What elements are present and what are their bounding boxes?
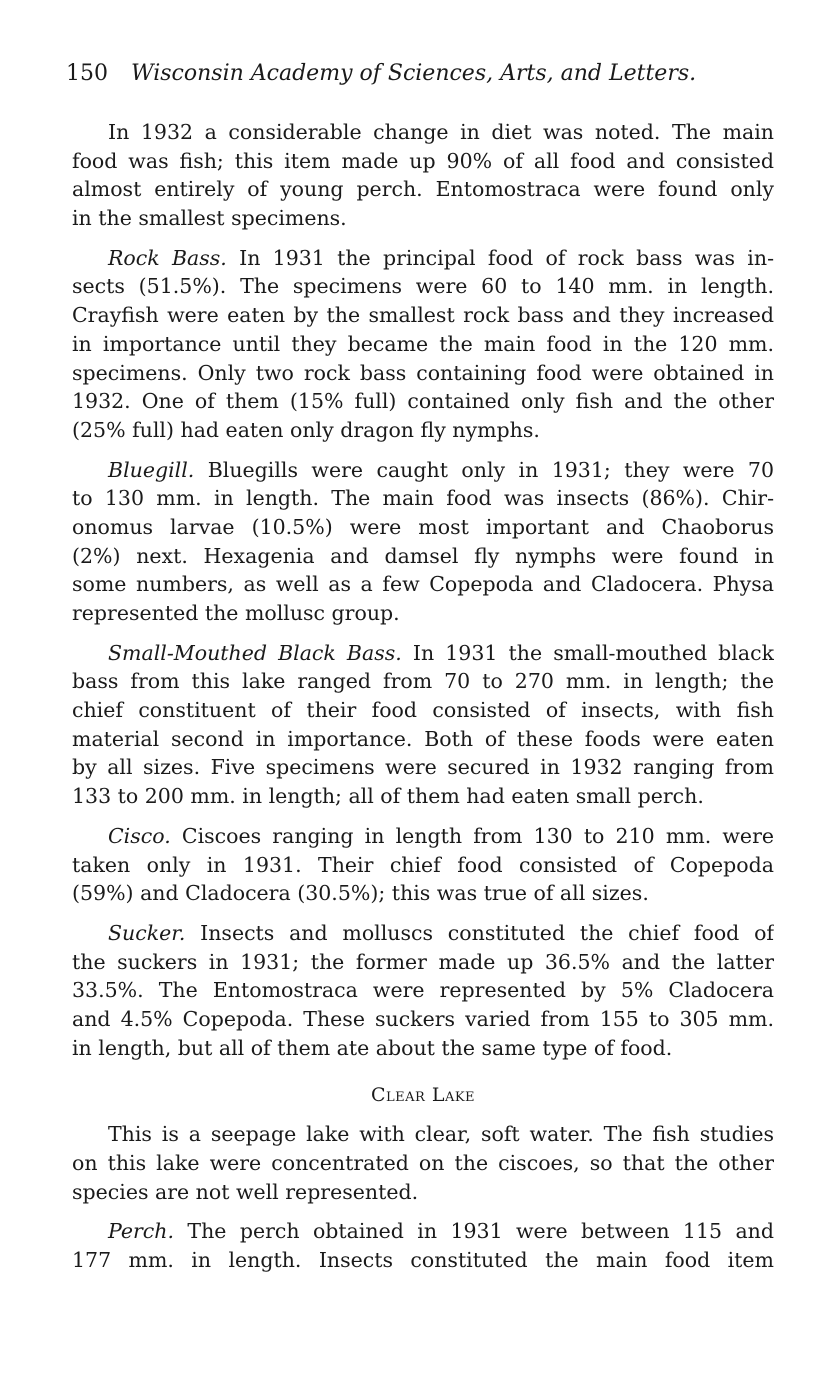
line-text: Crayfish were eaten by the smallest rock bass and they increased [72,303,774,328]
text-line [72,542,774,571]
line-text: by all sizes. Five specimens were secured in 1932 ranging from [72,755,774,780]
text-line [72,976,774,1005]
text-line [72,456,774,485]
line-text: some numbers, as well as a few Copepoda and Cladocera. Physa [72,572,774,597]
text-line [72,782,774,811]
line-text: The perch obtained in 1931 were between 115 and [174,1219,774,1244]
line-text: taken only in 1931. Their chief food consisted of Copepoda [72,852,774,877]
line-text: 133 to 200 mm. in length; all of them had eaten small perch. [72,784,704,809]
line-text: (2%) next. Hexagenia and damsel fly nymphs were found in [72,543,774,568]
text-line [72,879,774,908]
paragraph-clear-lake-intro [72,1120,774,1206]
line-text: In 1932 a considerable change in diet was noted. The main [108,120,774,144]
line-text: in length, but all of them ate about the same type of food. [72,1035,673,1060]
text-line [72,204,774,233]
text-line [72,696,774,725]
line-text: food was fish; this item made up 90% of all food and consisted [72,148,774,173]
text-line [72,1120,774,1149]
journal-title: Wisconsin Academy of Sciences, Arts, and Letters. [131,61,697,86]
line-text: In 1931 the principal food of rock bass was in- [226,245,774,270]
text-line [72,1149,774,1178]
species-heading: Sucker. [108,920,186,945]
line-text: sects (51.5%). The specimens were 60 to 140 mm. in length. [72,274,774,299]
line-text: In 1931 the small-mouthed black [401,640,774,665]
paragraph-sucker [72,919,774,1062]
text-line [72,387,774,416]
line-text: Insects and molluscs constituted the chief food of [185,920,774,945]
line-text: almost entirely of young perch. Entomostraca were found only [72,177,774,202]
text-line [72,513,774,542]
line-text: 177 mm. in length. Insects constituted the main food item [72,1248,774,1273]
line-text: in the smallest specimens. [72,206,347,231]
line-text: Bluegills were caught only in 1931; they were 70 [194,457,774,482]
species-heading: Bluegill. [108,457,195,482]
text-line [72,330,774,359]
text-line [72,1246,774,1275]
paragraph-perch [72,1217,774,1274]
text-line [72,175,774,204]
paragraph-cisco [72,822,774,908]
text-line [72,147,774,176]
running-header [66,60,696,88]
body-text [72,118,774,1286]
line-text: to 130 mm. in length. The main food was insects (86%). Chir- [72,486,774,511]
line-text: onomus larvae (10.5%) were most important and Chaoborus [72,514,774,539]
line-text: This is a seepage lake with clear, soft water. The fish studies [108,1122,774,1147]
text-line [72,244,774,273]
species-heading: Rock Bass. [108,245,227,270]
text-line [72,301,774,330]
text-line [72,822,774,851]
text-line [72,1005,774,1034]
species-heading: Perch. [108,1219,175,1244]
text-line [72,416,774,445]
paragraph-p1 [72,118,774,233]
text-line [72,359,774,388]
text-line [72,484,774,513]
text-line [72,639,774,668]
text-line [72,667,774,696]
line-text: and 4.5% Copepoda. These suckers varied from 155 to 305 mm. [72,1006,774,1031]
line-text: Ciscoes ranging in length from 130 to 210 mm. were [170,823,774,848]
page-number: 150 [66,61,108,86]
line-text: species are not well represented. [72,1179,419,1204]
paragraph-bluegill [72,456,774,628]
text-line [72,725,774,754]
paragraph-smallmouth [72,639,774,811]
line-text: (25% full) had eaten only dragon fly nymphs. [72,417,540,442]
text-line [72,570,774,599]
text-line [72,599,774,628]
line-text: bass from this lake ranged from 70 to 270 mm. in length; the [72,669,774,694]
line-text: 33.5%. The Entomostraca were represented by 5% Cladocera [72,978,774,1003]
text-line [72,919,774,948]
text-line [72,1217,774,1246]
line-text: in importance until they became the main food in the 120 mm. [72,331,774,356]
paragraph-rock-bass [72,244,774,445]
section-heading: Clear Lake [370,1084,476,1107]
text-line [72,948,774,977]
line-text: (59%) and Cladocera (30.5%); this was true of all sizes. [72,881,649,906]
line-text: chief constituent of their food consisted of insects, with fish [72,698,774,723]
line-text: the suckers in 1931; the former made up 36.5% and the latter [72,949,774,974]
text-line [72,272,774,301]
text-line [72,851,774,880]
text-line [72,1178,774,1207]
line-text: on this lake were concentrated on the ciscoes, so that the other [72,1151,774,1175]
text-line [72,1034,774,1063]
species-heading: Cisco. [108,823,171,848]
text-line [72,753,774,782]
text-line [72,118,774,147]
line-text: specimens. Only two rock bass containing food were obtained in [72,360,774,385]
line-text: 1932. One of them (15% full) contained only fish and the other [72,389,774,414]
species-heading: Small-Mouthed Black Bass. [108,640,402,665]
line-text: material second in importance. Both of these foods were eaten [72,726,774,751]
line-text: represented the mollusc group. [72,601,400,625]
